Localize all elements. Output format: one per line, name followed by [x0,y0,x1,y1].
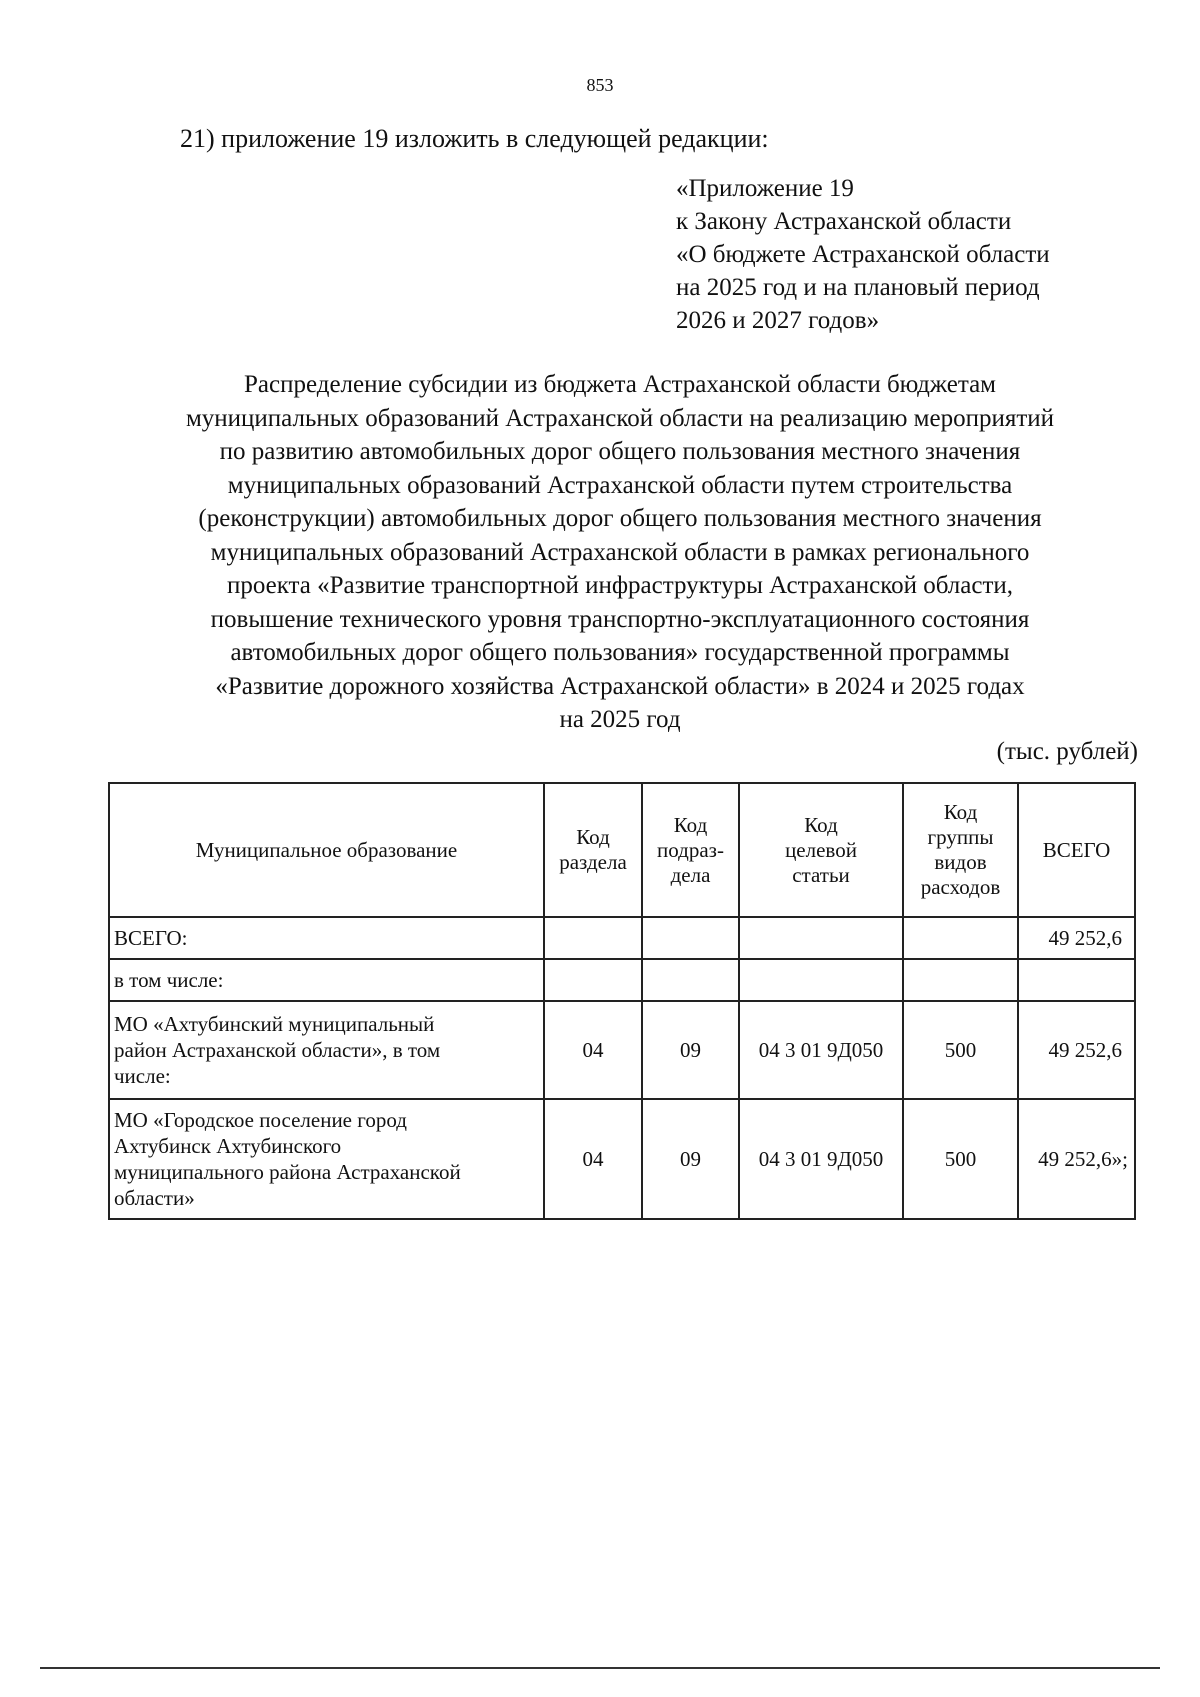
table-row-mo-akhtubinsk-city [109,1099,1135,1219]
cell-section: 04 [544,1099,642,1219]
appendix-ref-line: на 2025 год и на плановый период [676,274,1040,301]
cell-empty [642,917,739,959]
header-line: целевой [785,837,857,862]
cell-name-line: муниципального района Астраханской [114,1160,461,1184]
cell-target: 04 3 01 9Д050 [739,1001,903,1099]
cell-empty [903,917,1018,959]
table-row-total [109,917,1135,959]
header-subsection-code [642,783,739,917]
cell-name-line: области» [114,1186,195,1210]
header-line: Код [804,812,838,837]
header-total: ВСЕГО [1018,783,1135,917]
cell-name: в том числе: [109,959,544,1001]
cell-empty [642,959,739,1001]
instruction-text: 21) приложение 19 изложить в следующей редакции: [180,124,769,153]
cell-name-line: район Астраханской области», в том [114,1038,441,1062]
header-section-code [544,783,642,917]
page-number: 853 [586,75,614,95]
cell-subsection: 09 [642,1099,739,1219]
cell-group: 500 [903,1001,1018,1099]
header-line: Код [576,825,610,849]
header-expense-group-code [903,783,1018,917]
table-header-row [109,783,1135,917]
cell-empty [739,959,903,1001]
table-row-including [109,959,1135,1001]
header-line: подраз- [657,837,724,862]
title-line: Распределение субсидии из бюджета Астраханской области бюджетам [243,371,996,398]
cell-empty [739,917,903,959]
cell-empty [1018,959,1135,1001]
header-target-code [739,783,903,917]
title-line: повышение технического уровня транспортно-эксплуатационного состояния [210,605,1030,633]
cell-name-line: МО «Городское поселение город [114,1108,407,1132]
title-line: муниципальных образований Астраханской области в рамках регионального [210,538,1030,566]
units-label: (тыс. рублей) [996,738,1138,765]
cell-section: 04 [544,1001,642,1099]
cell-group: 500 [903,1099,1018,1219]
appendix-reference [676,172,1050,337]
document-title [100,368,1140,737]
appendix-ref-line: «О бюджете Астраханской области [676,241,1050,268]
header-line: расходов [920,875,1001,899]
header-line: дела [670,862,711,887]
header-line: Код [673,812,708,837]
cell-amount: 49 252,6 [1018,1001,1135,1099]
cell-empty [544,959,642,1001]
title-line: автомобильных дорог общего пользования» государственной программы [230,639,1010,666]
cell-name-line: числе: [114,1064,171,1088]
cell-target: 04 3 01 9Д050 [739,1099,903,1219]
appendix-ref-line: «Приложение 19 [676,175,854,202]
cell-amount: 49 252,6»; [1018,1099,1135,1219]
title-line: на 2025 год [559,706,681,733]
header-line: Код [943,800,978,824]
title-line: по развитию автомобильных дорог общего пользования местного значения [219,438,1021,465]
header-line: раздела [559,850,627,874]
cell-empty [903,959,1018,1001]
appendix-ref-line: к Закону Астраханской области [676,208,1012,235]
cell-amount: 49 252,6 [1018,917,1135,959]
budget-table [108,782,1136,1220]
title-line: (реконструкции) автомобильных дорог общего пользования местного значения [198,505,1042,532]
cell-name-line: Ахтубинск Ахтубинского [114,1134,342,1158]
cell-name [109,1001,544,1099]
cell-name-line: МО «Ахтубинский муниципальный [114,1012,435,1036]
cell-name [109,1099,544,1219]
title-line: муниципальных образований Астраханской области на реализацию мероприятий [185,404,1055,432]
title-line: «Развитие дорожного хозяйства Астраханской области» в 2024 и 2025 годах [215,672,1025,700]
header-municipality: Муниципальное образование [109,783,544,917]
cell-name: ВСЕГО: [109,917,544,959]
cell-empty [544,917,642,959]
table-row-mo-akhtubinsky [109,1001,1135,1099]
appendix-ref-line: 2026 и 2027 годов» [676,307,880,334]
header-line: статьи [792,862,850,887]
header-line: группы [927,825,994,849]
title-line: муниципальных образований Астраханской области путем строительства [227,471,1013,499]
footer-divider [40,1667,1160,1669]
cell-subsection: 09 [642,1001,739,1099]
title-line: проекта «Развитие транспортной инфраструктуры Астраханской области, [226,572,1014,599]
header-line: видов [934,850,987,874]
